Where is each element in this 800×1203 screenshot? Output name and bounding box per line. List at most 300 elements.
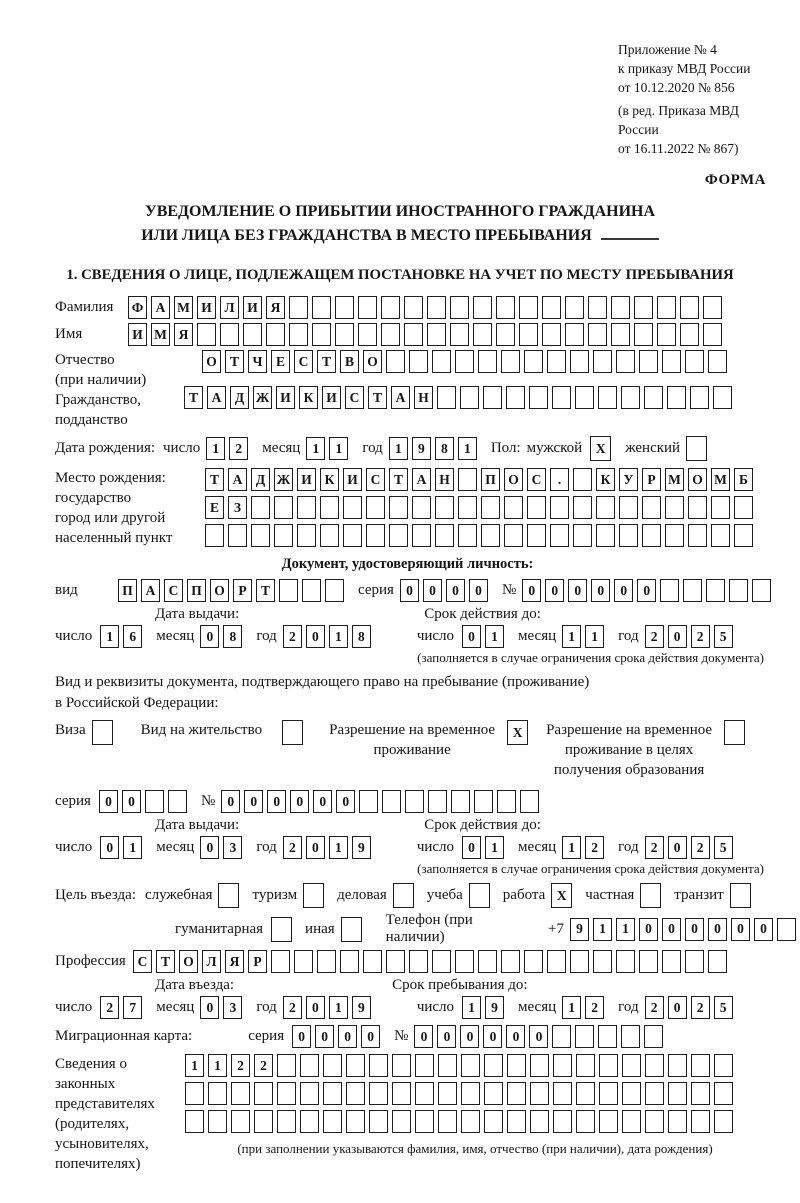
surname-cell[interactable] — [473, 296, 492, 319]
birth-place-row2-cell[interactable] — [366, 496, 385, 519]
identity-number-cell[interactable]: 0 — [591, 579, 610, 602]
birth-place-row2-cell[interactable] — [550, 496, 569, 519]
migration-number-cell[interactable]: 0 — [506, 1025, 525, 1048]
representatives-row3-cell[interactable] — [714, 1110, 733, 1133]
citizenship-cell[interactable] — [690, 386, 709, 409]
surname-cell[interactable] — [404, 296, 423, 319]
identity-issue-month-cell[interactable]: 0 — [200, 625, 219, 648]
profession-cell[interactable]: Т — [156, 950, 175, 973]
birth-place-row1-cell[interactable]: Б — [734, 468, 753, 491]
citizenship-cell[interactable] — [483, 386, 502, 409]
surname-cell[interactable] — [680, 296, 699, 319]
birth-place-row3-cell[interactable] — [435, 524, 454, 547]
residence-number-cell[interactable] — [497, 790, 516, 813]
name-cell[interactable] — [657, 323, 676, 346]
residence-series-cell[interactable] — [145, 790, 164, 813]
profession-cell[interactable]: Р — [248, 950, 267, 973]
surname-cell[interactable] — [611, 296, 630, 319]
identity-series-cell[interactable]: 0 — [423, 579, 442, 602]
residence-number-cell[interactable]: 0 — [244, 790, 263, 813]
migration-number-cell[interactable] — [644, 1025, 663, 1048]
representatives-row2-cell[interactable] — [484, 1082, 503, 1105]
representatives-row2-cell[interactable] — [691, 1082, 710, 1105]
purpose-private-cell[interactable] — [640, 883, 661, 908]
identity-kind-cell[interactable]: О — [210, 579, 229, 602]
residence-valid-year-cell[interactable]: 5 — [714, 836, 733, 859]
identity-number-cell[interactable] — [683, 579, 702, 602]
representatives-row2-cell[interactable] — [415, 1082, 434, 1105]
identity-number-cell[interactable] — [660, 579, 679, 602]
representatives-row1-cell[interactable] — [461, 1054, 480, 1077]
surname-cell[interactable] — [450, 296, 469, 319]
birth-place-row1-cell[interactable]: У — [619, 468, 638, 491]
profession-cell[interactable] — [616, 950, 635, 973]
representatives-row3-cell[interactable] — [277, 1110, 296, 1133]
patronymic-cell[interactable] — [501, 350, 520, 373]
identity-issue-year-cell[interactable]: 8 — [352, 625, 371, 648]
patronymic-cell[interactable] — [570, 350, 589, 373]
surname-cell[interactable] — [657, 296, 676, 319]
residence-number-cell[interactable]: 0 — [313, 790, 332, 813]
representatives-row3-cell[interactable] — [576, 1110, 595, 1133]
citizenship-cell[interactable] — [575, 386, 594, 409]
identity-valid-month-cell[interactable]: 1 — [585, 625, 604, 648]
representatives-row2-cell[interactable] — [231, 1082, 250, 1105]
birth-place-row1-cell[interactable]: И — [297, 468, 316, 491]
representatives-row3-cell[interactable] — [185, 1110, 204, 1133]
representatives-row1-cell[interactable]: 2 — [231, 1054, 250, 1077]
birth-month-cell[interactable]: 1 — [306, 437, 325, 460]
citizenship-cell[interactable] — [598, 386, 617, 409]
patronymic-cell[interactable]: С — [294, 350, 313, 373]
representatives-row3-cell[interactable] — [668, 1110, 687, 1133]
representatives-row1-cell[interactable] — [530, 1054, 549, 1077]
representatives-row3-cell[interactable] — [254, 1110, 273, 1133]
citizenship-cell[interactable] — [552, 386, 571, 409]
name-cell[interactable] — [450, 323, 469, 346]
identity-kind-cell[interactable] — [279, 579, 298, 602]
citizenship-cell[interactable] — [437, 386, 456, 409]
residence-number-cell[interactable] — [474, 790, 493, 813]
surname-cell[interactable]: И — [243, 296, 262, 319]
profession-cell[interactable] — [340, 950, 359, 973]
identity-issue-year-cell[interactable]: 1 — [329, 625, 348, 648]
representatives-row1-cell[interactable] — [691, 1054, 710, 1077]
identity-kind-cell[interactable]: А — [141, 579, 160, 602]
identity-issue-day-cell[interactable]: 6 — [123, 625, 142, 648]
residence-issue-month-cell[interactable]: 3 — [223, 836, 242, 859]
male-cell[interactable]: X — [590, 436, 611, 461]
representatives-row2-cell[interactable] — [300, 1082, 319, 1105]
representatives-row1-cell[interactable] — [645, 1054, 664, 1077]
identity-kind-cell[interactable]: П — [118, 579, 137, 602]
birth-year-cell[interactable]: 1 — [389, 437, 408, 460]
identity-number-cell[interactable] — [752, 579, 771, 602]
representatives-row2-cell[interactable] — [277, 1082, 296, 1105]
birth-place-row1-cell[interactable]: Р — [642, 468, 661, 491]
patronymic-cell[interactable]: В — [340, 350, 359, 373]
birth-place-row2-cell[interactable] — [297, 496, 316, 519]
profession-cell[interactable] — [547, 950, 566, 973]
patronymic-cell[interactable] — [409, 350, 428, 373]
representatives-row2-cell[interactable] — [714, 1082, 733, 1105]
representatives-row1-cell[interactable] — [714, 1054, 733, 1077]
birth-place-row3-cell[interactable] — [251, 524, 270, 547]
representatives-row1-cell[interactable] — [438, 1054, 457, 1077]
patronymic-cell[interactable] — [662, 350, 681, 373]
representatives-row3-cell[interactable] — [691, 1110, 710, 1133]
residence-number-cell[interactable]: 0 — [221, 790, 240, 813]
birth-place-row3-cell[interactable] — [688, 524, 707, 547]
birth-place-row2-cell[interactable] — [251, 496, 270, 519]
residence-issue-year-cell[interactable]: 1 — [329, 836, 348, 859]
representatives-row3-cell[interactable] — [323, 1110, 342, 1133]
representatives-row3-cell[interactable] — [484, 1110, 503, 1133]
surname-cell[interactable] — [312, 296, 331, 319]
residence-number-cell[interactable] — [451, 790, 470, 813]
surname-cell[interactable]: М — [174, 296, 193, 319]
patronymic-cell[interactable]: Т — [225, 350, 244, 373]
representatives-row2-cell[interactable] — [346, 1082, 365, 1105]
representatives-row2-cell[interactable] — [668, 1082, 687, 1105]
representatives-row1-cell[interactable]: 1 — [208, 1054, 227, 1077]
name-cell[interactable] — [404, 323, 423, 346]
residence-number-cell[interactable]: 0 — [267, 790, 286, 813]
name-cell[interactable] — [427, 323, 446, 346]
birth-place-row3-cell[interactable] — [642, 524, 661, 547]
birth-place-row3-cell[interactable] — [366, 524, 385, 547]
representatives-row1-cell[interactable] — [369, 1054, 388, 1077]
purpose-humanitarian-cell[interactable] — [271, 917, 292, 942]
identity-kind-cell[interactable]: С — [164, 579, 183, 602]
birth-place-row1-cell[interactable]: С — [527, 468, 546, 491]
birth-place-row2-cell[interactable] — [734, 496, 753, 519]
entry-year-cell[interactable]: 0 — [306, 996, 325, 1019]
profession-cell[interactable] — [317, 950, 336, 973]
edu-permit-cell[interactable] — [724, 720, 745, 745]
representatives-row1-cell[interactable] — [323, 1054, 342, 1077]
identity-valid-day-cell[interactable]: 0 — [462, 625, 481, 648]
residence-issue-day-cell[interactable]: 0 — [100, 836, 119, 859]
birth-place-row1-cell[interactable]: К — [320, 468, 339, 491]
citizenship-cell[interactable]: И — [276, 386, 295, 409]
identity-issue-year-cell[interactable]: 0 — [306, 625, 325, 648]
surname-cell[interactable] — [588, 296, 607, 319]
name-cell[interactable] — [312, 323, 331, 346]
patronymic-cell[interactable]: Ч — [248, 350, 267, 373]
birth-place-row1-cell[interactable]: Т — [205, 468, 224, 491]
residence-number-cell[interactable]: 0 — [290, 790, 309, 813]
profession-cell[interactable] — [294, 950, 313, 973]
visa-cell[interactable] — [92, 720, 113, 745]
representatives-row3-cell[interactable] — [461, 1110, 480, 1133]
citizenship-cell[interactable]: Т — [368, 386, 387, 409]
surname-cell[interactable] — [519, 296, 538, 319]
stay-day-cell[interactable]: 1 — [462, 996, 481, 1019]
profession-cell[interactable] — [639, 950, 658, 973]
residence-issue-year-cell[interactable]: 9 — [352, 836, 371, 859]
birth-place-row3-cell[interactable] — [205, 524, 224, 547]
purpose-business-cell[interactable] — [393, 883, 414, 908]
citizenship-cell[interactable] — [644, 386, 663, 409]
citizenship-cell[interactable] — [506, 386, 525, 409]
migration-series-cell[interactable]: 0 — [338, 1025, 357, 1048]
profession-cell[interactable]: Я — [225, 950, 244, 973]
citizenship-cell[interactable] — [713, 386, 732, 409]
representatives-row2-cell[interactable] — [369, 1082, 388, 1105]
identity-issue-year-cell[interactable]: 2 — [283, 625, 302, 648]
stay-year-cell[interactable]: 2 — [645, 996, 664, 1019]
purpose-official-cell[interactable] — [218, 883, 239, 908]
birth-place-row1-cell[interactable]: П — [481, 468, 500, 491]
profession-cell[interactable] — [432, 950, 451, 973]
profession-cell[interactable] — [593, 950, 612, 973]
patronymic-cell[interactable]: Е — [271, 350, 290, 373]
birth-place-row3-cell[interactable] — [665, 524, 684, 547]
birth-place-row2-cell[interactable] — [596, 496, 615, 519]
name-cell[interactable] — [243, 323, 262, 346]
surname-cell[interactable] — [565, 296, 584, 319]
residence-issue-year-cell[interactable]: 2 — [283, 836, 302, 859]
identity-valid-year-cell[interactable]: 2 — [691, 625, 710, 648]
patronymic-cell[interactable] — [639, 350, 658, 373]
purpose-tourism-cell[interactable] — [303, 883, 324, 908]
birth-place-row1-cell[interactable]: Т — [389, 468, 408, 491]
residence-valid-day-cell[interactable]: 1 — [485, 836, 504, 859]
representatives-row2-cell[interactable] — [438, 1082, 457, 1105]
surname-cell[interactable]: Л — [220, 296, 239, 319]
identity-series-cell[interactable]: 0 — [446, 579, 465, 602]
name-cell[interactable] — [703, 323, 722, 346]
birth-place-row2-cell[interactable] — [504, 496, 523, 519]
citizenship-cell[interactable]: Н — [414, 386, 433, 409]
representatives-row2-cell[interactable] — [576, 1082, 595, 1105]
identity-kind-cell[interactable]: Т — [256, 579, 275, 602]
birth-place-row1-cell[interactable]: И — [343, 468, 362, 491]
surname-cell[interactable] — [634, 296, 653, 319]
name-cell[interactable] — [565, 323, 584, 346]
phone-cell[interactable]: 1 — [616, 918, 635, 941]
migration-number-cell[interactable]: 0 — [460, 1025, 479, 1048]
surname-cell[interactable] — [381, 296, 400, 319]
profession-cell[interactable]: С — [133, 950, 152, 973]
residence-issue-month-cell[interactable]: 0 — [200, 836, 219, 859]
birth-place-row2-cell[interactable] — [527, 496, 546, 519]
name-cell[interactable] — [588, 323, 607, 346]
representatives-row1-cell[interactable] — [507, 1054, 526, 1077]
citizenship-cell[interactable] — [621, 386, 640, 409]
migration-number-cell[interactable] — [552, 1025, 571, 1048]
birth-place-row1-cell[interactable] — [573, 468, 592, 491]
identity-kind-cell[interactable] — [302, 579, 321, 602]
citizenship-cell[interactable] — [667, 386, 686, 409]
migration-number-cell[interactable]: 0 — [437, 1025, 456, 1048]
birth-place-row2-cell[interactable] — [642, 496, 661, 519]
birth-place-row1-cell[interactable]: Д — [251, 468, 270, 491]
patronymic-cell[interactable]: О — [202, 350, 221, 373]
surname-cell[interactable] — [427, 296, 446, 319]
identity-number-cell[interactable] — [729, 579, 748, 602]
profession-cell[interactable] — [708, 950, 727, 973]
purpose-other-cell[interactable] — [341, 917, 362, 942]
birth-place-row2-cell[interactable]: З — [228, 496, 247, 519]
name-cell[interactable] — [289, 323, 308, 346]
representatives-row2-cell[interactable] — [185, 1082, 204, 1105]
birth-place-row1-cell[interactable]: А — [412, 468, 431, 491]
citizenship-cell[interactable]: Т — [184, 386, 203, 409]
birth-day-cell[interactable]: 2 — [229, 437, 248, 460]
profession-cell[interactable] — [409, 950, 428, 973]
residence-permit-cell[interactable] — [282, 720, 303, 745]
phone-cell[interactable]: 0 — [708, 918, 727, 941]
residence-valid-month-cell[interactable]: 1 — [562, 836, 581, 859]
birth-place-row1-cell[interactable]: Ж — [274, 468, 293, 491]
name-cell[interactable] — [220, 323, 239, 346]
birth-place-row3-cell[interactable] — [274, 524, 293, 547]
entry-year-cell[interactable]: 9 — [352, 996, 371, 1019]
birth-place-row3-cell[interactable] — [711, 524, 730, 547]
representatives-row2-cell[interactable] — [208, 1082, 227, 1105]
stay-year-cell[interactable]: 0 — [668, 996, 687, 1019]
birth-place-row1-cell[interactable]: . — [550, 468, 569, 491]
identity-number-cell[interactable]: 0 — [614, 579, 633, 602]
birth-place-row2-cell[interactable] — [343, 496, 362, 519]
residence-series-cell[interactable]: 0 — [99, 790, 118, 813]
residence-number-cell[interactable] — [359, 790, 378, 813]
representatives-row1-cell[interactable] — [415, 1054, 434, 1077]
name-cell[interactable]: И — [128, 323, 147, 346]
purpose-study-cell[interactable] — [469, 883, 490, 908]
representatives-row2-cell[interactable] — [392, 1082, 411, 1105]
migration-series-cell[interactable]: 0 — [361, 1025, 380, 1048]
birth-place-row3-cell[interactable] — [412, 524, 431, 547]
identity-valid-month-cell[interactable]: 1 — [562, 625, 581, 648]
identity-issue-month-cell[interactable]: 8 — [223, 625, 242, 648]
stay-day-cell[interactable]: 9 — [485, 996, 504, 1019]
name-cell[interactable] — [266, 323, 285, 346]
profession-cell[interactable] — [524, 950, 543, 973]
birth-place-row2-cell[interactable] — [435, 496, 454, 519]
birth-place-row3-cell[interactable] — [389, 524, 408, 547]
birth-place-row3-cell[interactable] — [458, 524, 477, 547]
citizenship-cell[interactable]: Д — [230, 386, 249, 409]
surname-cell[interactable] — [542, 296, 561, 319]
birth-place-row1-cell[interactable]: О — [688, 468, 707, 491]
patronymic-cell[interactable]: Т — [317, 350, 336, 373]
name-cell[interactable] — [197, 323, 216, 346]
representatives-row3-cell[interactable] — [553, 1110, 572, 1133]
representatives-row3-cell[interactable] — [392, 1110, 411, 1133]
representatives-row2-cell[interactable] — [461, 1082, 480, 1105]
representatives-row3-cell[interactable] — [438, 1110, 457, 1133]
residence-valid-month-cell[interactable]: 2 — [585, 836, 604, 859]
representatives-row2-cell[interactable] — [254, 1082, 273, 1105]
phone-cell[interactable] — [777, 918, 796, 941]
birth-place-row3-cell[interactable] — [481, 524, 500, 547]
representatives-row1-cell[interactable] — [553, 1054, 572, 1077]
birth-year-cell[interactable]: 1 — [458, 437, 477, 460]
phone-cell[interactable]: 0 — [731, 918, 750, 941]
entry-month-cell[interactable]: 0 — [200, 996, 219, 1019]
birth-place-row2-cell[interactable] — [320, 496, 339, 519]
migration-number-cell[interactable] — [575, 1025, 594, 1048]
residence-issue-year-cell[interactable]: 0 — [306, 836, 325, 859]
female-cell[interactable] — [686, 436, 707, 461]
birth-place-row3-cell[interactable] — [297, 524, 316, 547]
name-cell[interactable] — [358, 323, 377, 346]
birth-place-row1-cell[interactable]: А — [228, 468, 247, 491]
birth-place-row2-cell[interactable] — [458, 496, 477, 519]
identity-valid-year-cell[interactable]: 0 — [668, 625, 687, 648]
representatives-row1-cell[interactable] — [484, 1054, 503, 1077]
representatives-row3-cell[interactable] — [622, 1110, 641, 1133]
representatives-row1-cell[interactable]: 1 — [185, 1054, 204, 1077]
citizenship-cell[interactable]: С — [345, 386, 364, 409]
representatives-row2-cell[interactable] — [530, 1082, 549, 1105]
migration-number-cell[interactable] — [621, 1025, 640, 1048]
temp-permit-cell[interactable]: X — [507, 720, 528, 745]
representatives-row3-cell[interactable] — [369, 1110, 388, 1133]
identity-valid-year-cell[interactable]: 5 — [714, 625, 733, 648]
name-cell[interactable] — [381, 323, 400, 346]
profession-cell[interactable] — [501, 950, 520, 973]
birth-place-row1-cell[interactable]: Н — [435, 468, 454, 491]
migration-number-cell[interactable]: 0 — [414, 1025, 433, 1048]
entry-day-cell[interactable]: 2 — [100, 996, 119, 1019]
profession-cell[interactable] — [662, 950, 681, 973]
identity-issue-day-cell[interactable]: 1 — [100, 625, 119, 648]
name-cell[interactable]: Я — [174, 323, 193, 346]
birth-year-cell[interactable]: 8 — [435, 437, 454, 460]
profession-cell[interactable] — [271, 950, 290, 973]
stay-year-cell[interactable]: 2 — [691, 996, 710, 1019]
birth-place-row2-cell[interactable] — [619, 496, 638, 519]
birth-place-row3-cell[interactable] — [228, 524, 247, 547]
birth-place-row2-cell[interactable] — [573, 496, 592, 519]
identity-series-cell[interactable]: 0 — [469, 579, 488, 602]
birth-place-row3-cell[interactable] — [619, 524, 638, 547]
identity-kind-cell[interactable]: Р — [233, 579, 252, 602]
birth-place-row2-cell[interactable] — [389, 496, 408, 519]
birth-place-row2-cell[interactable] — [711, 496, 730, 519]
birth-month-cell[interactable]: 1 — [329, 437, 348, 460]
identity-number-cell[interactable]: 0 — [637, 579, 656, 602]
name-cell[interactable] — [473, 323, 492, 346]
birth-place-row2-cell[interactable] — [481, 496, 500, 519]
representatives-row1-cell[interactable]: 2 — [254, 1054, 273, 1077]
stay-month-cell[interactable]: 1 — [562, 996, 581, 1019]
identity-series-cell[interactable]: 0 — [400, 579, 419, 602]
birth-place-row3-cell[interactable] — [734, 524, 753, 547]
migration-number-cell[interactable]: 0 — [483, 1025, 502, 1048]
identity-valid-year-cell[interactable]: 2 — [645, 625, 664, 648]
entry-year-cell[interactable]: 2 — [283, 996, 302, 1019]
name-cell[interactable]: М — [151, 323, 170, 346]
phone-cell[interactable]: 0 — [662, 918, 681, 941]
residence-number-cell[interactable]: 0 — [336, 790, 355, 813]
profession-cell[interactable]: О — [179, 950, 198, 973]
identity-number-cell[interactable] — [706, 579, 725, 602]
birth-place-row2-cell[interactable] — [274, 496, 293, 519]
representatives-row3-cell[interactable] — [530, 1110, 549, 1133]
profession-cell[interactable] — [570, 950, 589, 973]
profession-cell[interactable] — [363, 950, 382, 973]
birth-place-row3-cell[interactable] — [527, 524, 546, 547]
birth-place-row3-cell[interactable] — [550, 524, 569, 547]
phone-cell[interactable]: 1 — [593, 918, 612, 941]
birth-place-row2-cell[interactable] — [688, 496, 707, 519]
residence-series-cell[interactable]: 0 — [122, 790, 141, 813]
